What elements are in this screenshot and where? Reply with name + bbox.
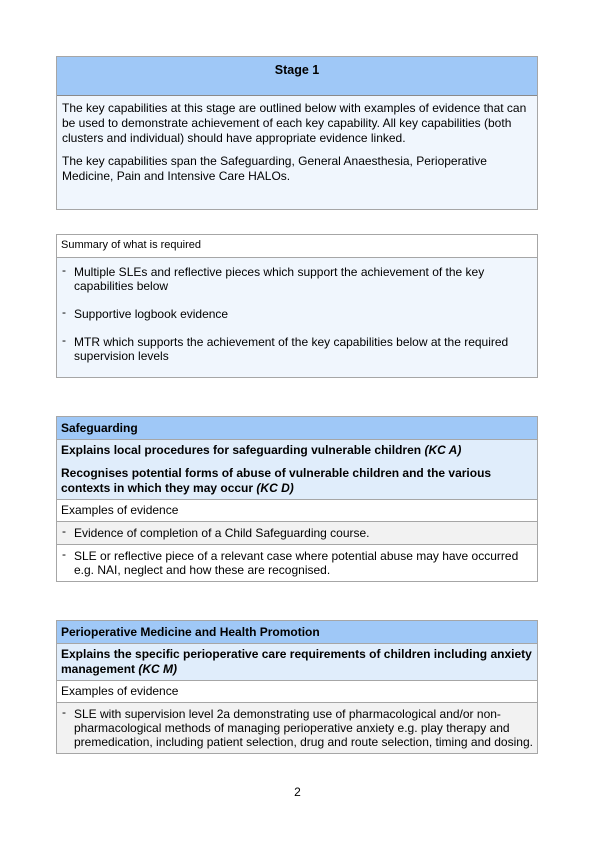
section-title: Safeguarding <box>57 417 537 440</box>
dash-icon: - <box>62 305 66 319</box>
evidence-text: Evidence of completion of a Child Safeguarding course. <box>74 526 370 540</box>
dash-icon: - <box>62 524 66 538</box>
capabilities-block <box>57 440 537 500</box>
evidence-item <box>57 703 537 753</box>
summary-item <box>61 335 532 363</box>
evidence-label: Examples of evidence <box>57 500 537 522</box>
dash-icon: - <box>62 547 66 561</box>
summary-list <box>57 258 537 377</box>
summary-item-text: Supportive logbook evidence <box>74 307 229 321</box>
key-capability: Explains local procedures for safeguarding vulnerable children (KC A) <box>61 443 462 457</box>
stage-paragraph: The key capabilities at this stage are outlined below with examples of evidence that can be used to demonstrate achievement of each key capability. All key capabilities (both clusters and individual) should have appropriate evidence linked. <box>62 101 527 145</box>
perioperative-section <box>56 620 538 754</box>
summary-item-text: MTR which supports the achievement of the key capabilities below at the required supervision levels <box>74 335 509 363</box>
stage-box <box>56 56 538 210</box>
capabilities-block <box>57 644 537 681</box>
dash-icon: - <box>62 333 66 347</box>
stage-paragraph: The key capabilities span the Safeguarding, General Anaesthesia, Perioperative Medicine, Pain and Intensive Care HALOs. <box>62 154 487 183</box>
evidence-item <box>57 545 537 581</box>
page-number: 2 <box>294 785 301 799</box>
evidence-text: SLE with supervision level 2a demonstrating use of pharmacological and/or non-pharmacological methods of managing perioperative anxiety e.g. play therapy and premedication, including patient selection, drug and route selection, timing and dosing. <box>74 707 533 749</box>
summary-item-text: Multiple SLEs and reflective pieces which support the achievement of the key capabilities below <box>74 265 485 293</box>
evidence-text: SLE or reflective piece of a relevant case where potential abuse may have occurred e.g. NAI, neglect and how these are recognised. <box>74 549 519 577</box>
stage-body <box>57 96 537 209</box>
summary-item <box>61 307 532 321</box>
key-capability: Explains the specific perioperative care requirements of children including anxiety management (KC M) <box>61 647 532 676</box>
section-title: Perioperative Medicine and Health Promotion <box>57 621 537 644</box>
summary-item <box>61 265 532 293</box>
stage-title: Stage 1 <box>57 57 537 96</box>
evidence-item <box>57 522 537 545</box>
dash-icon: - <box>62 705 66 719</box>
summary-box <box>56 234 538 378</box>
kc-code: (KC A) <box>424 443 462 457</box>
kc-code: (KC M) <box>138 662 178 676</box>
dash-icon: - <box>62 263 66 277</box>
kc-code: (KC D) <box>256 481 294 495</box>
key-capability: Recognises potential forms of abuse of vulnerable children and the various contexts in which they may occur (KC D) <box>61 466 492 495</box>
evidence-label: Examples of evidence <box>57 681 537 703</box>
summary-title: Summary of what is required <box>57 235 537 258</box>
safeguarding-section <box>56 416 538 582</box>
